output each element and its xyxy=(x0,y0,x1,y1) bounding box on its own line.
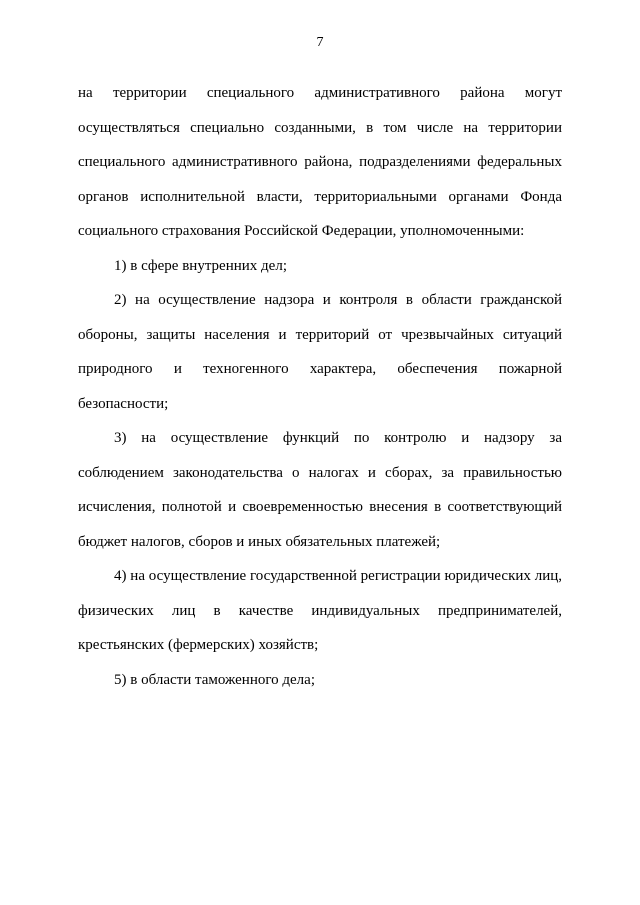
page-number: 7 xyxy=(316,35,324,50)
paragraph-item-2: 2) на осуществление надзора и контроля в области гражданской обороны, защиты населения и территорий от чрезвычайных ситуаций природного и техногенного характера, обеспечения пожарной безопасности; xyxy=(78,292,562,412)
paragraph-item-5: 5) в области таможенного дела; xyxy=(114,671,315,688)
paragraph-item-3: 3) на осуществление функций по контролю и надзору за соблюдением законодательства о налогах и сборах, за правильностью исчисления, полнотой и своевременностью внесения в соответствующий бюджет налогов, сборов и иных обязательных платежей; xyxy=(78,430,562,550)
paragraph-item-1: 1) в сфере внутренних дел; xyxy=(114,257,287,274)
paragraph-intro: на территории специального административного района могут осуществляться специально созданными, в том числе на территории специального административного района, подразделениями федеральных органов исполнительной власти, территориальными органами Фонда социального страхования Российской Федерации, уполномоченными: xyxy=(78,85,562,239)
paragraph-item-4: 4) на осуществление государственной регистрации юридических лиц, физических лиц в качестве индивидуальных предпринимателей, крестьянских (фермерских) хозяйств; xyxy=(78,568,562,653)
document-body xyxy=(78,76,562,697)
